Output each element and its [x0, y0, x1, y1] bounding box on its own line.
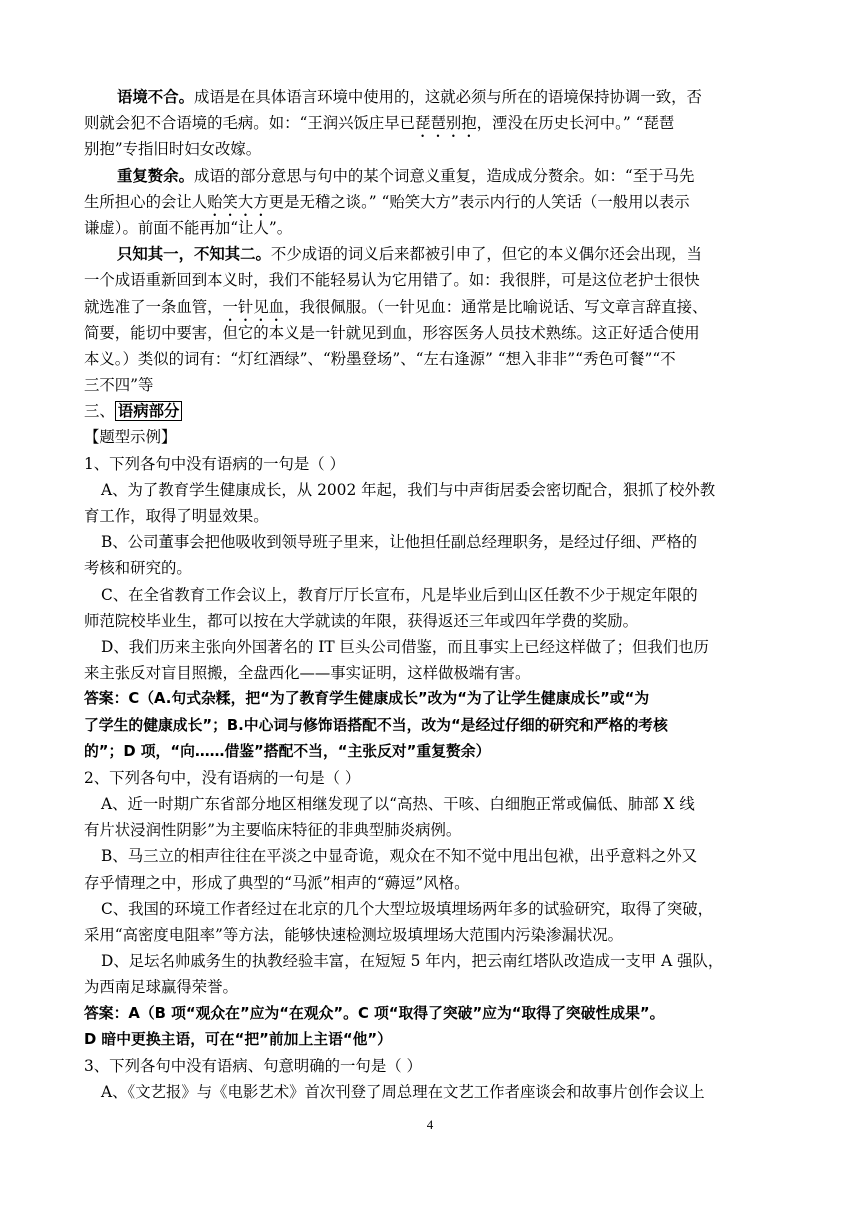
para-redundancy-line-2	[84, 189, 780, 215]
document-body	[84, 84, 780, 1105]
question-1-option-d-line-2: 来主张反对盲目照搬，全盘西化——事实证明，这样做极端有害。	[84, 664, 531, 683]
heading-context-mismatch: 语境不合。	[117, 88, 194, 106]
question-2-option-d-line-2: 为西南足球赢得荣誉。	[84, 978, 238, 997]
para-redundancy-line-3: 谦虚）。前面不能再加“让人”。	[84, 218, 293, 237]
emphasized-idiom: 琵琶别抱	[415, 114, 477, 133]
text: 则就会犯不合语境的毛病。如：“王润兴饭庄早已	[84, 114, 416, 133]
question-2-option-a-line-2: 有片状浸润性阴影”为主要临床特征的非典型肺炎病例。	[84, 821, 462, 840]
text: 更是无稽之谈。” “贻笑大方”表示内行的人笑话（一般用以表示	[268, 192, 690, 211]
section-number: 三、	[84, 402, 115, 421]
example-label: 【题型示例】	[84, 428, 177, 447]
text: 不少成语的词义后来都被引申了，但它的本义偶尔还会出现，当	[270, 245, 702, 264]
section-heading	[84, 398, 780, 424]
para-original-meaning-line-4: 简要，能切中要害，但它的本义是一针就见到血，形容医务人员技术熟练。这正好适合使用	[84, 323, 700, 342]
question-3-stem: 3、下列各句中没有语病、句意明确的一句是（ ）	[84, 1056, 422, 1075]
para-original-meaning-line-3	[84, 294, 780, 320]
question-2-option-b-line-2: 存乎情理之中，形成了典型的“马派”相声的“薅逗”风格。	[84, 873, 470, 892]
question-1-option-b-line-2: 考核和研究的。	[84, 559, 192, 578]
para-original-meaning-line-2: 一个成语重新回到本义时，我们不能轻易认为它用错了。如：我很胖，可是这位老护士很快	[84, 271, 700, 290]
text: 成语的部分意思与句中的某个词意义重复，造成成分赘余。如：“至于马先	[193, 166, 695, 185]
question-2-answer-line-2: D 暗中更换主语，可在“把”前加上主语“他”）	[84, 1030, 392, 1048]
text: ，湮没在历史长河中。” “琵琶	[476, 114, 675, 133]
text: 成语是在具体语言环境中使用的，这就必须与所在的语境保持协调一致，否	[193, 88, 702, 106]
question-1-option-a-line-2: 育工作，取得了明显效果。	[84, 507, 269, 525]
question-2-option-a-line-1: A、近一时期广东省部分地区相继发现了以“高热、干咳、白细胞正常或偏低、肺部 X 线	[101, 795, 695, 814]
para-original-meaning-line-6: 三不四”等	[84, 376, 154, 395]
question-2-option-b-line-1: B、马三立的相声往往在平淡之中显奇诡，观众在不知不觉中甩出包袱，出乎意料之外又	[101, 847, 698, 866]
question-1-option-a-line-1: A、为了教育学生健康成长，从 2002 年起，我们与中声街居委会密切配合，狠抓了校外教	[101, 480, 716, 499]
para-context-mismatch-line-2	[84, 110, 780, 136]
question-3-option-a-line-1: A、《文艺报》与《电影艺术》首次刊登了周总理在文艺工作者座谈会和故事片创作会议上	[101, 1083, 705, 1102]
section-title: 语病部分	[115, 401, 183, 421]
question-1-option-c-line-1: C、在全省教育工作会议上，教育厅厅长宣布，凡是毕业后到山区任教不少于规定年限的	[101, 585, 698, 604]
question-1-answer-line-1: 答案：C（A.句式杂糅，把“为了教育学生健康成长”改为“为了让学生健康成长”或“为	[84, 690, 650, 708]
emphasized-idiom: 贻笑大方	[207, 192, 269, 211]
question-1-stem: 1、下列各句中没有语病的一句是（ ）	[84, 454, 345, 473]
heading-redundancy: 重复赘余。	[117, 166, 194, 185]
emphasized-idiom: 一针见血	[222, 297, 285, 316]
question-2-option-c-line-2: 采用“高密度电阻率”等方法，能够快速检测垃圾填埋场大范围内污染渗漏状况。	[84, 926, 624, 944]
question-2-option-d-line-1: D、足坛名帅戚务生的执教经验丰富，在短短 5 年内，把云南红塔队改造成一支甲 A 强队，	[101, 952, 724, 971]
question-1-option-b-line-1: B、公司董事会把他吸收到领导班子里来，让他担任副总经理职务，是经过仔细、严格的	[101, 533, 698, 552]
page-number: 4	[426, 1117, 434, 1132]
question-1-answer-line-2: 了学生的健康成长”；B.中心词与修饰语搭配不当，改为“是经过仔细的研究和严格的考核	[84, 716, 668, 734]
text: ，我很佩服。（一针见血：通常是比喻说话、写文章言辞直接、	[284, 297, 708, 316]
para-redundancy-line-1	[84, 163, 780, 189]
question-2-option-c-line-1: C、我国的环境工作者经过在北京的几个大型垃圾填埋场两年多的试验研究，取得了突破，	[101, 899, 714, 918]
text: 生所担心的会让人	[84, 192, 208, 211]
question-1-option-d-line-1: D、我们历来主张向外国著名的 IT 巨头公司借鉴，而且事实上已经这样做了；但我们也历	[101, 637, 709, 656]
question-2-stem: 2、下列各句中，没有语病的一句是（ ）	[84, 768, 361, 787]
question-2-answer-line-1: 答案：A（B 项“观众在”应为“在观众”。C 项“取得了突破”应为“取得了突破性成果”。	[84, 1004, 665, 1022]
para-original-meaning-line-1	[84, 241, 780, 267]
question-1-option-c-line-2: 师范院校毕业生，都可以按在大学就读的年限，获得返还三年或四年学费的奖励。	[84, 611, 639, 630]
para-original-meaning-line-5: 本义。）类似的词有：“灯红酒绿”、“粉墨登场”、“左右逢源” “想入非非”“秀色可餐”“不	[84, 349, 676, 368]
para-context-mismatch-line-3: 别抱”专指旧时妇女改嫁。	[84, 140, 262, 159]
heading-original-meaning: 只知其一，不知其二。	[117, 245, 271, 264]
para-context-mismatch-line-1	[84, 84, 780, 110]
text: 就选准了一条血管，	[84, 297, 223, 316]
question-1-answer-line-3: 的”；D 项，“向……借鉴”搭配不当，“主张反对”重复赘余）	[84, 742, 491, 760]
